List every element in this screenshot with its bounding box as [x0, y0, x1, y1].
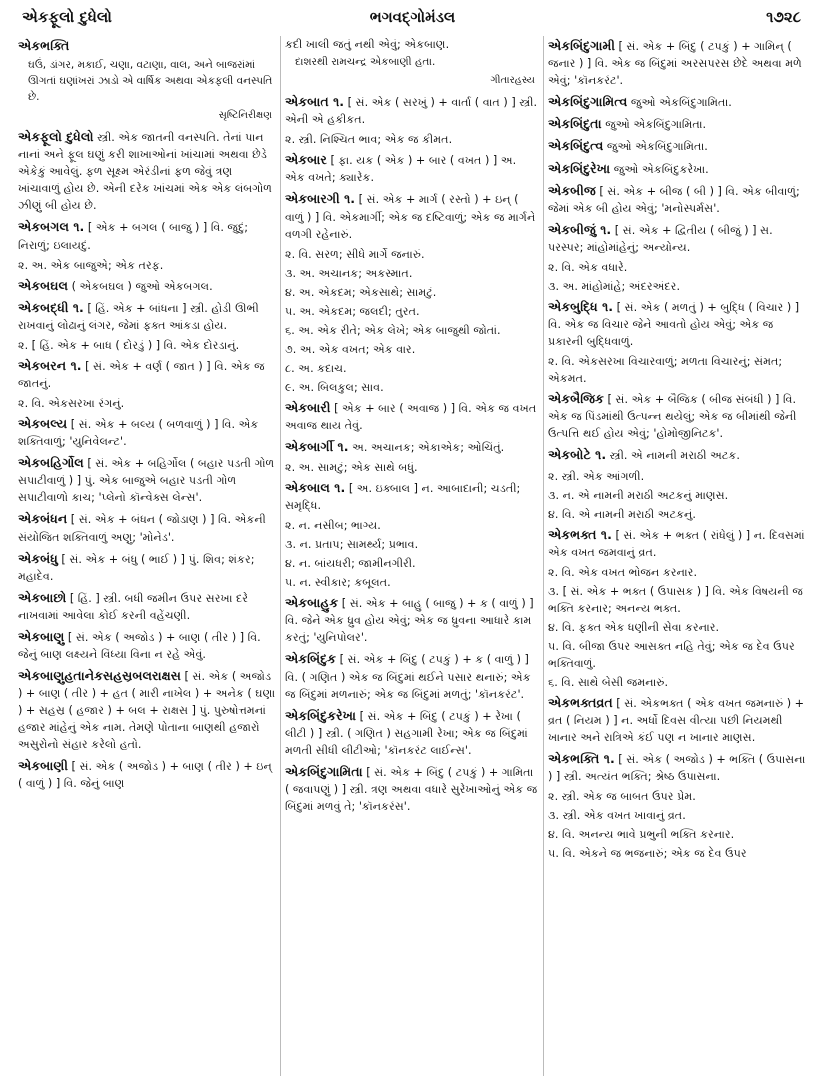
dictionary-entry: [548, 181, 810, 217]
definition: [ સં. એક + વર્ણ ( જાત ) ] વિ. એક જ જાતનું.: [18, 359, 265, 391]
definition: [ સં. એક + બિંદુ ( ટપકું ) + ગામિતા ( જવાપણું ) ] સ્ત્રી. ત્રણ અથવા વધારે સુરેખાઓનું એક જ બિંદુમાં મળવું તે; 'કૉનકરંસ'.: [285, 765, 538, 813]
dictionary-entry: [18, 36, 276, 55]
sense-line: ૨. સ્ત્રી. એક આંગળી.: [548, 469, 645, 483]
column-divider: [280, 36, 281, 1076]
dictionary-entry: [18, 276, 276, 295]
headword: એકબિંદુગામિત્વ: [548, 94, 628, 110]
citation-quote: ઘઉં, ડાંગર, મકાઈ, ચણા, વટાણા, વાલ, અને બાજરાંમાં ઊગતાં ઘણાંખરાં ઝાડો એ વાર્ષિક અથવા એકફલી વનસ્પતિ છે.: [28, 59, 273, 104]
sense-line: ૨. વિ. એકસરખા રંગનું.: [18, 397, 125, 411]
definition: [ સં. એક ( મળતું ) + બુદ્ધિ ( વિચાર ) ] વિ. એક જ વિચાર જેને આવતો હોય એવું; એક જ પ્રકારની બુદ્ધિવાળું.: [548, 301, 800, 349]
sense-line: ૩. ન. એ નામની મરાઠી અટકનું માણસ.: [548, 488, 729, 502]
sense-line: ૩. અ. માંહોમાંહે; અંદરઅંદર.: [548, 280, 681, 294]
dictionary-entry: [285, 762, 539, 815]
dictionary-entry: [285, 706, 539, 759]
definition: [ સં. એક + બંધુ ( ભાઈ ) ] પું. શિવ; શંકર; મહાદેવ.: [18, 552, 255, 583]
citation-source: ગીતારહસ્ય: [490, 74, 535, 86]
headword: એકબાર: [285, 152, 327, 168]
definition: [ સં. એક + બીજ ( બી ) ] વિ. એક બીવાળું; જેમાં એક બી હોય એવું; 'મનોસ્પર્મસ'.: [548, 184, 800, 215]
dictionary-entry: [548, 525, 810, 561]
definition: સ્ત્રી. એક જાતની વનસ્પતિ. તેનાં પાન નાનાં અને ફૂલ ઘણું કરી શાખાઓનાં ખાંચામાં અથવા છેડે એકેકું આવેલું. ફળ સૂક્ષ્મ એરંડીનાં ફળ જેવું ત્રણ ખાંચાવાળું હોય છે. એની દરેક ખાંચમાં એક એક લંબગોળ ઝીણું બી હોય છે.: [18, 131, 272, 213]
sense-line: ૨. સ્ત્રી. એક જ બાબત ઉપર પ્રેમ.: [548, 790, 696, 804]
headword: એકબીજ: [548, 182, 596, 198]
headword: એકબાહુક: [285, 595, 339, 611]
dictionary-entry: [285, 478, 539, 514]
headword: એકબિંદુક: [285, 651, 337, 667]
dictionary-entry: [18, 217, 276, 253]
definition: [ સં. એક + ભક્ત ( રાંધેલું ) ] ન. દિવસમાં એક વખત જમવાનું વ્રત.: [548, 528, 805, 559]
dictionary-entry: [548, 136, 810, 155]
sense-line: ૨. ન. નસીબ; ભાગ્ય.: [285, 519, 381, 533]
header-title: ભગવદ્ગોમંડલ: [369, 8, 456, 26]
dictionary-entry: [548, 220, 810, 256]
headword: એકફૂલો દુધેલો: [18, 129, 94, 145]
definition: [ સં. એક ( અજોડ ) + બાણ ( તીર ) + હત ( મારી નાખેલ ) + અનેક ( ઘણા ) + સહસ્ર ( હજાર ) + બલ + રાક્ષસ ] પું. પુરુષોત્તમનાં હજાર માંહેનું એક નામ. તેમણે પોતાના બાણથી હજારો અસુરોનો સંહાર કરેલો હતો.: [18, 670, 276, 752]
sense-line: ૩. ન. પ્રતાપ; સામર્થ્ય; પ્રભાવ.: [285, 538, 419, 552]
headword: એકબંધુ: [18, 550, 58, 566]
dictionary-entry: [285, 150, 539, 186]
sense-line: ૪. અ. એકદમ; એકસાથે; સામટું.: [285, 285, 437, 299]
dictionary-entry: [548, 114, 810, 133]
definition: [ સં. એક ( અજોડ ) + બાણ ( તીર ) ] વિ. જેનું બાણ લક્ષ્યને વિંધ્યા વિના ન રહે એવું.: [18, 630, 261, 661]
dictionary-entry: [548, 693, 810, 746]
dictionary-entry: [285, 92, 539, 128]
dictionary-entry: [548, 445, 810, 464]
definition: જુઓ એકબિંદુકરેખા.: [613, 162, 709, 176]
headword: એકબાલ ૧.: [285, 480, 346, 496]
definition: [ સં. એક + માર્ગ ( રસ્તો ) + ઇન્ ( વાળું ) ] વિ. એકમાર્ગી; એક જ દષ્ટિવાળું; એક જ માર્ગને વળગી રહેનારું.: [285, 193, 536, 241]
dictionary-entry: [18, 356, 276, 392]
headword: એકભક્તિ: [18, 38, 70, 53]
headword: એકભક્તિ ૧.: [548, 751, 615, 767]
dictionary-entry: [18, 756, 276, 792]
dictionary-entry: [18, 509, 276, 545]
headword: એકબોટે ૧.: [548, 447, 607, 463]
dictionary-entry: [548, 92, 810, 111]
dictionary-entry: [548, 36, 810, 89]
sense-line: ૫. વિ. બીજા ઉપર આસક્ત નહિ તેવું; એક જ દેવ ઉપર ભક્તિવાળું.: [548, 639, 795, 670]
dictionary-entry: [18, 298, 276, 334]
definition: [ એક + બગલ ( બાજુ ) ] વિ. જુદું; નિરાળું; ઇલાયદું.: [18, 221, 249, 252]
sense-line: ૯. અ. બિલકુલ; સાવ.: [285, 380, 384, 394]
sense-line: ૮. અ. કદાચ.: [285, 361, 347, 375]
sense-line: ૪. વિ. અનન્ય ભાવે પ્રભુની ભક્તિ કરનાર.: [548, 828, 735, 842]
sense-line: ૨. વિ. એકસરખા વિચારવાળું; મળતા વિચારનું; સંમત; એકમત.: [548, 355, 783, 386]
headword: એકબિંદુકરેખા: [285, 707, 357, 723]
sense-line: ૬. અ. એક રીતે; એક લેખે; એક બાજુથી જોતાં.: [285, 323, 501, 337]
headword: એકબગલ ૧.: [18, 219, 85, 235]
sense-line: ૫. ન. સ્વીકાર; કબૂલત.: [285, 576, 391, 590]
headword: એકબદ્ધી ૧.: [18, 299, 84, 315]
definition: ( એકબઘલ ) જુઓ એકબગલ.: [71, 279, 213, 293]
column-divider: [543, 36, 544, 1076]
sense-line: ૨. વિ. એક વખત ભોજન કરનાર.: [548, 565, 698, 579]
definition: જુઓ એકબિંદુગામિતા.: [630, 96, 732, 110]
sense-line: ૩. અ. અચાનક; અકસ્માત.: [285, 266, 413, 280]
headword: એકબિંદુત્વ: [548, 138, 604, 154]
dictionary-entry: [18, 627, 276, 663]
dictionary-entry: [18, 588, 276, 624]
sense-line: ૩. સ્ત્રી. એક વખત ખાવાનું વ્રત.: [548, 809, 686, 823]
dictionary-entry: [285, 189, 539, 242]
headword: એકબાણુહતાનેકસહસ્રબલરાક્ષસ: [18, 668, 181, 683]
definition: [ હિં. ] સ્ત્રી. બધી જમીન ઉપર સરખા દરે નાખવામાં આવેલા કોઈ કરની વહેંચણી.: [18, 591, 249, 622]
definition: [ સં. એક ( અજોડ ) + ભક્તિ ( ઉપાસના ) ] સ્ત્રી. અત્યંત ભક્તિ; શ્રેષ્ઠ ઉપાસના.: [548, 753, 806, 784]
definition: [ સં. એક + બલ્ય ( બળવાળું ) ] વિ. એક શક્તિવાળું; 'યુનિવેલન્ટ'.: [18, 418, 259, 449]
definition: [ સં. એકભક્ત ( એક વખત જમનારું ) + વ્રત ( નિયમ ) ] ન. અર્ધો દિવસ વીત્યા પછી નિયમથી ખાનાર અને રાત્રિએ કંઈ પણ ન ખાનાર માણસ.: [548, 696, 804, 745]
sense-line: ૭. અ. એક વખત; એક વાર.: [285, 342, 416, 356]
headword: એકભક્તવ્રત: [548, 694, 613, 710]
definition: [ સં. એક ( અજોડ ) + બાણ ( તીર ) + ઇન્ ( વાળું ) ] વિ. જેનું બાણ: [18, 760, 272, 791]
dictionary-entry: [548, 297, 810, 350]
dictionary-entry: [18, 453, 276, 506]
headword: એકબિંદુતા: [548, 116, 602, 132]
dictionary-entry: [285, 437, 539, 456]
sense-line: ૨. સ્ત્રી. નિશ્ચિત ભાવ; એક જ કીમત.: [285, 133, 453, 147]
dictionary-entry: [548, 159, 810, 178]
headword: એકબીજું ૧.: [548, 221, 612, 237]
headword: એકબાર્ગી ૧.: [285, 438, 349, 454]
headword: એકબંધન: [18, 511, 68, 527]
definition: સ્ત્રી. એ નામની મરાઠી અટક.: [609, 449, 740, 463]
citation-source: સૃષ્ટિનિરીક્ષણ: [218, 110, 272, 121]
page-header: [0, 0, 825, 30]
definition: [ સં. એક + બાહુ ( બાજુ ) + ક ( વાળું ) ] વિ. જેને એક ધ્રુવ હોય એવું; એક જ ધ્રુવના આધારે કામ કરતું; 'યુનિપોલર'.: [285, 597, 534, 645]
headword: એકબાણુ: [18, 628, 65, 644]
headword: એકબાછો: [18, 589, 67, 605]
headword: એકબાણી: [18, 758, 68, 774]
headword: એકબિંદુગામિતા: [285, 763, 363, 779]
headword: એકબરન ૧.: [18, 357, 82, 373]
headword: એકબુદ્ધિ ૧.: [548, 299, 614, 315]
sense-line: ૪. ન. બાંયધરી; જામીનગીરી.: [285, 557, 416, 571]
definition: [ સં. એક + બિંદુ ( ટપકું ) + રેખા ( લીટી ) ] સ્ત્રી. ( ગણિત ) સહગામી રેખા; એક જ બિંદુમાં મળતી સીધી લીટીઓ; 'કૉનકરંટ લાઈન્સ'.: [285, 709, 528, 757]
dictionary-entry: [18, 666, 276, 753]
headword: એકભક્ત ૧.: [548, 526, 612, 542]
dictionary-entry: [548, 389, 810, 442]
continued-text: કદી ખાલી જતું નથી એવું; એકબાણ.: [285, 38, 450, 51]
definition: [ સં. એક + બહિર્ગોલ ( બહાર પડતી ગોળ સપાટીવાળું ) ] પું. એક બાજુએ બહાર પડતી ગોળ સપાટીવાળો કાચ; 'પ્લેનો કૉન્વેક્સ લેન્સ'.: [18, 457, 275, 505]
page-number: ૧૭૨૮: [766, 8, 801, 26]
definition: [ સં. એક + બૈજિક ( બીજ સંબંધી ) ] વિ. એક જ પિંડમાંથી ઉત્પન્ન થયેલું; એક જ બીમાંથી જેની ઉત્પત્તિ થઈ હોય એવું; 'હોમોજીનિટક'.: [548, 393, 797, 441]
sense-line: ૨. અ. સામટું; એક સાથે બધું.: [285, 461, 418, 475]
dictionary-entry: [548, 749, 810, 785]
definition: [ અ. ઇક્બાલ ] ન. આબાદાની; ચડતી; સમૃદ્ધિ.: [285, 482, 521, 513]
definition: [ સં. એક ( સરખું ) + વાર્તા ( વાત ) ] સ્ત્રી. એની એ હકીકત.: [285, 96, 538, 127]
dictionary-entry: [18, 127, 276, 214]
sense-line: ૨. અ. એક બાજુએ; એક તરફ.: [18, 258, 164, 272]
dictionary-entry: [285, 593, 539, 646]
headword: એકબાત ૧.: [285, 94, 345, 110]
headword: એકબિંદુરેખા: [548, 160, 611, 176]
headword: એકબહિર્ગોલ: [18, 455, 84, 471]
definition: [ હિં. એક + બાંધના ] સ્ત્રી. હોડી ઊભી રાખવાનું લોઢાનું લંગર, જેમાં ફક્ત આંકડા હોય.: [18, 301, 259, 332]
sense-line: ૫. અ. એકદમ; જલદી; તુરત.: [285, 304, 420, 318]
header-guide-word: એકફૂલો દુધેલો: [22, 8, 112, 26]
headword: એકબૈજિક: [548, 391, 604, 407]
sense-line: ૪. વિ. ફક્ત એક ધણીની સેવા કરનાર.: [548, 620, 720, 634]
sense-line: ૩. [ સં. એક + ભક્ત ( ઉપાસક ) ] વિ. એક વિષયની જ ભક્તિ કરનાર; અનન્ય ભક્ત.: [548, 584, 804, 615]
definition: [ એક + બાર ( અવાજ ) ] વિ. એક જ વખત અવાજ થાય તેવું.: [285, 401, 537, 432]
definition: અ. અચાનક; એકાએક; ઓચિંતું.: [352, 440, 505, 454]
definition: [ સં. એક + દ્વિતીય ( બીજું ) ] સ. પરસ્પર; માંહોમાંહેનું; અન્યોન્ય.: [548, 223, 773, 255]
sense-line: ૬. વિ. સાથે બેસી જમનારું.: [548, 675, 669, 689]
column-3: [548, 36, 810, 1081]
dictionary-entry: [285, 398, 539, 434]
sense-line: ૨. વિ. સરળ; સીધે માર્ગે જનારું.: [285, 247, 425, 261]
definition: [ ફા. યક ( એક ) + બાર ( વખત ) ] અ. એક વખતે; ક્યારેક.: [285, 154, 517, 185]
definition: જુઓ એકબિંદુગામિતા.: [606, 140, 708, 154]
definition: [ સં. એક + બિંદુ ( ટપકું ) + ક ( વાળું ) ] વિ. ( ગણિત ) એક જ બિંદુમાં થઈને પસાર થનારું; એક જ બિંદુમાં મળનારું; એક જ બિંદુમાં મળતું; 'કૉનકરંટ'.: [285, 653, 531, 701]
column-2: [285, 36, 539, 1081]
dictionary-entry: [18, 549, 276, 585]
dictionary-entry: [285, 649, 539, 702]
headword: એકબારગી ૧.: [285, 191, 356, 207]
headword: એકબઘલ: [18, 277, 69, 293]
sense-line: ૨. [ હિં. એક + બાધ ( દોરડું ) ] વિ. એક દોરડાનું.: [18, 338, 240, 352]
headword: એકબિંદુગામી: [548, 38, 615, 53]
definition: [ સં. એક + બિંદુ ( ટપકું ) + ગામિન્ ( જનાર ) ] વિ. એક જ બિંદુમાં અરસપરસ છેદે અથવા મળે એવું; 'કૉનકરંટ'.: [548, 40, 802, 88]
citation-quote: દાશરથી રામચન્દ્ર એકબાણી હતા.: [295, 56, 436, 69]
definition: [ સં. એક + બંધન ( જોડાણ ) ] વિ. એકની સંયોજિત શક્તિવાળું અણુ; 'મોનેડ'.: [18, 513, 266, 544]
sense-line: ૨. વિ. એક વધારે.: [548, 261, 628, 275]
dictionary-entry: [18, 414, 276, 450]
headword: એકબારી: [285, 399, 331, 415]
sense-line: ૪. વિ. એ નામની મરાઠી અટકનું.: [548, 507, 696, 521]
headword: એકબલ્ય: [18, 416, 68, 432]
sense-line: ૫. વિ. એકને જ ભજનારું; એક જ દેવ ઉપર: [548, 847, 747, 861]
definition: જુઓ એકબિંદુગામિતા.: [605, 118, 707, 132]
column-1: [18, 36, 276, 1081]
